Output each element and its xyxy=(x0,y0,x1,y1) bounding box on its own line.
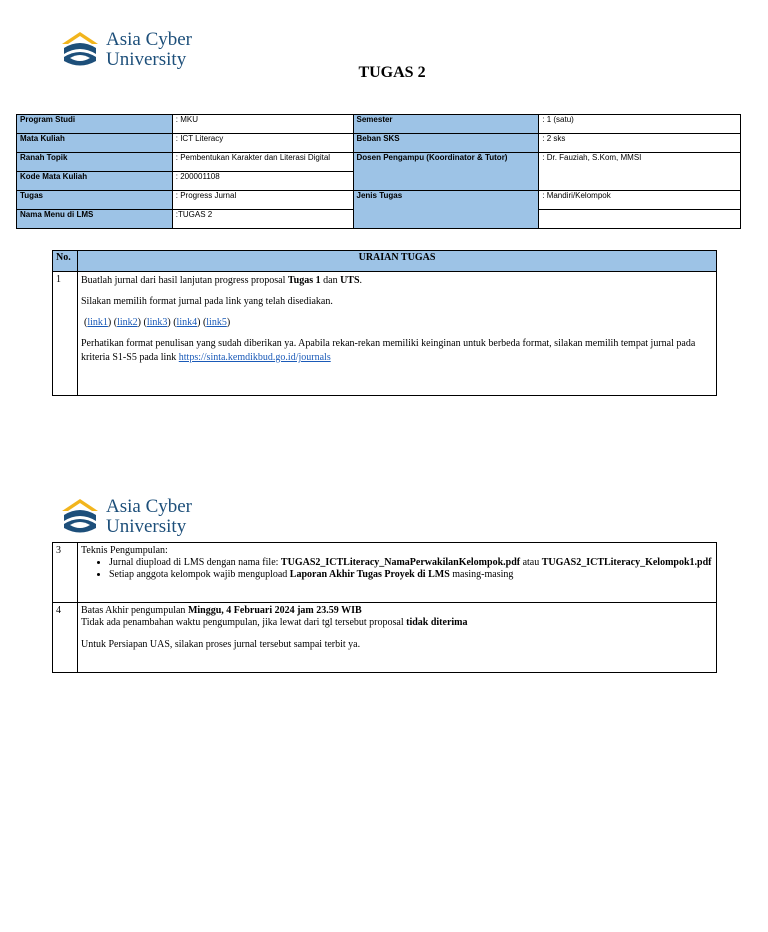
menu-lms-label: Nama Menu di LMS xyxy=(17,210,173,229)
deadline-line xyxy=(81,605,713,617)
no-extension-text: Tidak ada penambahan waktu pengumpulan, jika lewat dari tgl tersebut proposal xyxy=(81,617,407,628)
program-studi-value: : MKU xyxy=(172,115,353,134)
course-info-table xyxy=(16,114,741,229)
list-text: Setiap anggota kelompok wajib mengupload xyxy=(109,569,290,580)
tugas-label: Tugas xyxy=(17,191,173,210)
link-3[interactable]: link3 xyxy=(146,317,168,328)
university-logo xyxy=(60,497,192,537)
logo-line1: Asia Cyber xyxy=(106,29,193,50)
task-row-1 xyxy=(78,272,717,396)
beban-sks-label: Beban SKS xyxy=(353,134,539,153)
header-uraian: URAIAN TUGAS xyxy=(78,251,717,272)
dosen-value: : Dr. Fauziah, S.Kom, MMSI xyxy=(539,153,741,191)
empty-cell xyxy=(539,210,741,229)
no-extension-line xyxy=(81,617,713,629)
program-studi-label: Program Studi xyxy=(17,115,173,134)
instruction-part: Buatlah jurnal dari hasil lanjutan progress proposal xyxy=(81,275,288,286)
mata-kuliah-value: : ICT Literacy xyxy=(172,134,353,153)
header-no: No. xyxy=(53,251,78,272)
beban-sks-value: : 2 sks xyxy=(539,134,741,153)
list-text: Jurnal diupload di LMS dengan nama file: xyxy=(109,557,281,568)
logo-line1: Asia Cyber xyxy=(106,496,193,517)
kode-mk-value: : 200001108 xyxy=(172,172,353,191)
instruction-part: . xyxy=(359,275,363,286)
deadline-text: Batas Akhir pengumpulan xyxy=(81,605,188,616)
jenis-tugas-label: Jenis Tugas xyxy=(353,191,539,229)
mata-kuliah-label: Mata Kuliah xyxy=(17,134,173,153)
instruction-text xyxy=(81,274,713,288)
row-number: 1 xyxy=(53,272,78,396)
uraian-tugas-table-continued xyxy=(52,542,717,673)
instruction-bold: UTS xyxy=(340,275,360,286)
menu-lms-value: :TUGAS 2 xyxy=(172,210,353,229)
format-text: Silakan memilih format jurnal pada link yang telah disediakan. xyxy=(81,296,333,307)
list-text: masing-masing xyxy=(449,569,514,580)
sinta-link[interactable]: https://sinta.kemdikbud.go.id/journals xyxy=(178,352,331,363)
instruction-bold: Tugas 1 xyxy=(287,275,321,286)
link-2[interactable]: link2 xyxy=(117,317,138,328)
logo-line2: University xyxy=(106,516,187,537)
uraian-tugas-table xyxy=(52,250,717,396)
semester-value: : 1 (satu) xyxy=(539,115,741,134)
list-item xyxy=(109,557,713,569)
task-row-3 xyxy=(78,543,717,603)
tugas-value: : Progress Jurnal xyxy=(172,191,353,210)
row-number: 3 xyxy=(53,543,78,603)
page-title: TUGAS 2 xyxy=(358,64,426,81)
task-row-4 xyxy=(78,603,717,673)
kode-mk-label: Kode Mata Kuliah xyxy=(17,172,173,191)
ranah-topik-value: : Pembentukan Karakter dan Literasi Digital xyxy=(172,153,353,172)
uas-note: Untuk Persiapan UAS, silakan proses jurnal tersebut sampai terbit ya. xyxy=(81,639,361,650)
not-accepted-text: tidak diterima xyxy=(406,617,468,628)
ranah-topik-label: Ranah Topik xyxy=(17,153,173,172)
link-4[interactable]: link4 xyxy=(176,317,198,328)
list-item xyxy=(109,569,713,581)
dosen-label: Dosen Pengampu (Koordinator & Tutor) xyxy=(353,153,539,191)
semester-label: Semester xyxy=(353,115,539,134)
deadline-date: Minggu, 4 Februari 2024 jam 23.59 WIB xyxy=(187,605,362,616)
list-text: atau xyxy=(520,557,542,568)
format-note-text: Perhatikan format penulisan yang sudah diberikan ya. Apabila rekan-rekan memiliki keinginan untuk berbeda format, silakan memilih tempat jurnal pada kriteria S1-S5 pada link xyxy=(81,338,696,363)
link-1[interactable]: link1 xyxy=(87,317,108,328)
jenis-tugas-value: : Mandiri/Kelompok xyxy=(539,191,741,210)
filename-1: TUGAS2_ICTLiteracy_NamaPerwakilanKelompok.pdf xyxy=(280,557,521,568)
university-emblem-icon xyxy=(60,497,100,537)
logo-line2: University xyxy=(106,49,187,70)
instruction-part: dan xyxy=(320,275,341,286)
teknis-heading: Teknis Pengumpulan: xyxy=(81,545,168,556)
row-number: 4 xyxy=(53,603,78,673)
filename-2: TUGAS2_ICTLiteracy_Kelompok1.pdf xyxy=(541,557,712,568)
format-note xyxy=(81,337,713,365)
journal-links: (link1) (link2) (link3) (link4) (link5) xyxy=(84,317,231,328)
teknis-list xyxy=(81,557,713,581)
link-5[interactable]: link5 xyxy=(206,317,227,328)
list-bold: Laporan Akhir Tugas Proyek di LMS xyxy=(289,569,450,580)
